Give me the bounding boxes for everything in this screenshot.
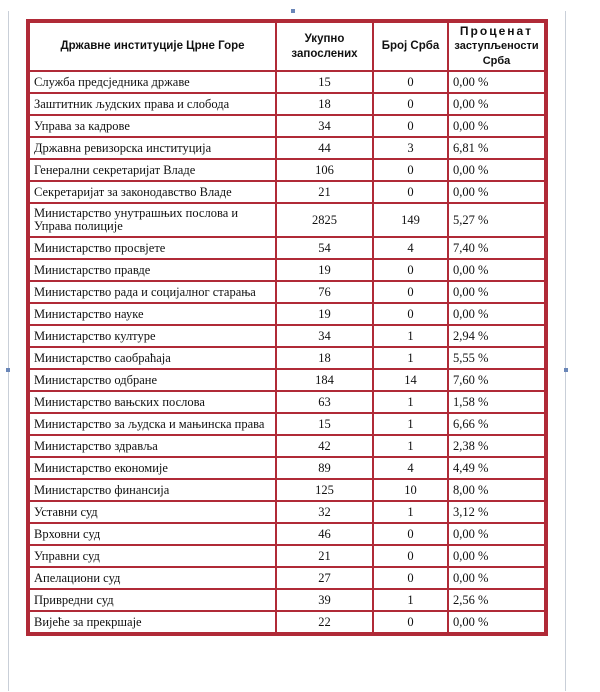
institution-name: Министарство одбране xyxy=(29,369,276,391)
total-employees: 27 xyxy=(276,567,373,589)
header-pct-line1: Проценат xyxy=(459,24,534,38)
header-serbs-percentage xyxy=(448,22,545,71)
table-row xyxy=(29,589,545,611)
total-employees: 125 xyxy=(276,479,373,501)
institution-name: Вијеће за прекршаје xyxy=(29,611,276,633)
institution-name: Министарство економије xyxy=(29,457,276,479)
serbs-count: 0 xyxy=(373,159,448,181)
total-employees: 42 xyxy=(276,435,373,457)
institution-name: Управа за кадрове xyxy=(29,115,276,137)
serbs-percentage: 6,66 % xyxy=(448,413,545,435)
serbs-percentage: 0,00 % xyxy=(448,93,545,115)
total-employees: 19 xyxy=(276,259,373,281)
serbs-percentage: 7,40 % xyxy=(448,237,545,259)
table-row xyxy=(29,203,545,237)
serbs-count: 0 xyxy=(373,567,448,589)
serbs-count: 1 xyxy=(373,347,448,369)
table-row xyxy=(29,137,545,159)
table-row xyxy=(29,523,545,545)
total-employees: 21 xyxy=(276,545,373,567)
serbs-count: 1 xyxy=(373,391,448,413)
serbs-count: 10 xyxy=(373,479,448,501)
serbs-count: 3 xyxy=(373,137,448,159)
total-employees: 22 xyxy=(276,611,373,633)
table-row xyxy=(29,391,545,413)
table-row xyxy=(29,181,545,203)
institution-name: Заштитник људских права и слобода xyxy=(29,93,276,115)
table-row xyxy=(29,159,545,181)
header-serbs-count: Број Срба xyxy=(373,22,448,71)
serbs-count: 0 xyxy=(373,259,448,281)
serbs-percentage: 2,94 % xyxy=(448,325,545,347)
serbs-count: 0 xyxy=(373,115,448,137)
institution-name: Врховни суд xyxy=(29,523,276,545)
serbs-percentage: 7,60 % xyxy=(448,369,545,391)
serbs-count: 0 xyxy=(373,281,448,303)
table-row xyxy=(29,259,545,281)
table-row xyxy=(29,93,545,115)
serbs-percentage: 5,27 % xyxy=(448,203,545,237)
header-total-employees xyxy=(276,22,373,71)
table-header-row xyxy=(29,22,545,71)
total-employees: 21 xyxy=(276,181,373,203)
total-employees: 15 xyxy=(276,71,373,93)
institution-name: Министарство науке xyxy=(29,303,276,325)
institution-name: Министарство просвјете xyxy=(29,237,276,259)
table-row xyxy=(29,479,545,501)
header-total-line1: Укупно xyxy=(304,32,345,45)
table-row xyxy=(29,115,545,137)
serbs-count: 0 xyxy=(373,303,448,325)
serbs-percentage: 3,12 % xyxy=(448,501,545,523)
table-row xyxy=(29,325,545,347)
table-row xyxy=(29,413,545,435)
serbs-count: 1 xyxy=(373,501,448,523)
serbs-percentage: 6,81 % xyxy=(448,137,545,159)
total-employees: 34 xyxy=(276,115,373,137)
serbs-percentage: 0,00 % xyxy=(448,523,545,545)
header-pct-line2: заступљености xyxy=(454,40,539,52)
header-pct-line3: Срба xyxy=(482,55,511,67)
serbs-count: 1 xyxy=(373,413,448,435)
serbs-percentage: 8,00 % xyxy=(448,479,545,501)
serbs-count: 1 xyxy=(373,325,448,347)
table-row xyxy=(29,457,545,479)
serbs-count: 14 xyxy=(373,369,448,391)
total-employees: 76 xyxy=(276,281,373,303)
serbs-count: 1 xyxy=(373,589,448,611)
total-employees: 106 xyxy=(276,159,373,181)
institution-name: Државна ревизорска институција xyxy=(29,137,276,159)
total-employees: 44 xyxy=(276,137,373,159)
serbs-percentage: 0,00 % xyxy=(448,567,545,589)
table-row xyxy=(29,369,545,391)
total-employees: 2825 xyxy=(276,203,373,237)
serbs-count: 0 xyxy=(373,181,448,203)
serbs-count: 149 xyxy=(373,203,448,237)
serbs-percentage: 0,00 % xyxy=(448,259,545,281)
serbs-percentage: 0,00 % xyxy=(448,71,545,93)
institution-name: Министарство правде xyxy=(29,259,276,281)
serbs-count: 1 xyxy=(373,435,448,457)
institution-name-line2: Управа полиције xyxy=(34,219,123,233)
resize-handle-right[interactable] xyxy=(564,368,568,372)
institution-name: Генерални секретаријат Владе xyxy=(29,159,276,181)
resize-handle-top[interactable] xyxy=(291,9,295,13)
table-row xyxy=(29,611,545,633)
serbs-count: 4 xyxy=(373,457,448,479)
header-institution: Државне институције Црне Горе xyxy=(29,22,276,71)
institution-name: Секретаријат за законодавство Владе xyxy=(29,181,276,203)
table-row xyxy=(29,237,545,259)
total-employees: 89 xyxy=(276,457,373,479)
institutions-table xyxy=(26,19,548,636)
table-row xyxy=(29,567,545,589)
table-row xyxy=(29,435,545,457)
institution-name: Министарство за људска и мањинска права xyxy=(29,413,276,435)
serbs-percentage: 0,00 % xyxy=(448,281,545,303)
serbs-percentage: 2,56 % xyxy=(448,589,545,611)
institution-name: Министарство здравља xyxy=(29,435,276,457)
total-employees: 18 xyxy=(276,347,373,369)
resize-handle-left[interactable] xyxy=(6,368,10,372)
serbs-count: 0 xyxy=(373,545,448,567)
table-row xyxy=(29,303,545,325)
serbs-count: 0 xyxy=(373,93,448,115)
header-total-line2: запослених xyxy=(291,47,358,60)
total-employees: 184 xyxy=(276,369,373,391)
total-employees: 19 xyxy=(276,303,373,325)
serbs-percentage: 1,58 % xyxy=(448,391,545,413)
table-row xyxy=(29,347,545,369)
total-employees: 54 xyxy=(276,237,373,259)
total-employees: 63 xyxy=(276,391,373,413)
serbs-count: 0 xyxy=(373,71,448,93)
total-employees: 18 xyxy=(276,93,373,115)
institution-name-line1: Министарство унутрашњих послова и xyxy=(34,206,239,220)
serbs-percentage: 0,00 % xyxy=(448,115,545,137)
total-employees: 34 xyxy=(276,325,373,347)
institution-name: Апелациони суд xyxy=(29,567,276,589)
serbs-percentage: 0,00 % xyxy=(448,303,545,325)
table-row xyxy=(29,501,545,523)
total-employees: 32 xyxy=(276,501,373,523)
serbs-count: 0 xyxy=(373,523,448,545)
institution-name: Министарство вањских послова xyxy=(29,391,276,413)
institution-name: Привредни суд xyxy=(29,589,276,611)
institution-name: Служба предсједника државе xyxy=(29,71,276,93)
serbs-percentage: 0,00 % xyxy=(448,611,545,633)
serbs-percentage: 5,55 % xyxy=(448,347,545,369)
total-employees: 46 xyxy=(276,523,373,545)
total-employees: 39 xyxy=(276,589,373,611)
institution-name: Министарство културе xyxy=(29,325,276,347)
total-employees: 15 xyxy=(276,413,373,435)
institution-name: Министарство рада и социјалног старања xyxy=(29,281,276,303)
serbs-count: 4 xyxy=(373,237,448,259)
serbs-percentage: 2,38 % xyxy=(448,435,545,457)
table-row xyxy=(29,281,545,303)
table-row xyxy=(29,71,545,93)
institution-name: Министарство саобраћаја xyxy=(29,347,276,369)
table-row xyxy=(29,545,545,567)
institution-name: Уставни суд xyxy=(29,501,276,523)
institution-name xyxy=(29,203,276,237)
serbs-percentage: 0,00 % xyxy=(448,545,545,567)
serbs-percentage: 0,00 % xyxy=(448,181,545,203)
serbs-percentage: 4,49 % xyxy=(448,457,545,479)
institution-name: Министарство финансија xyxy=(29,479,276,501)
serbs-count: 0 xyxy=(373,611,448,633)
serbs-percentage: 0,00 % xyxy=(448,159,545,181)
institution-name: Управни суд xyxy=(29,545,276,567)
